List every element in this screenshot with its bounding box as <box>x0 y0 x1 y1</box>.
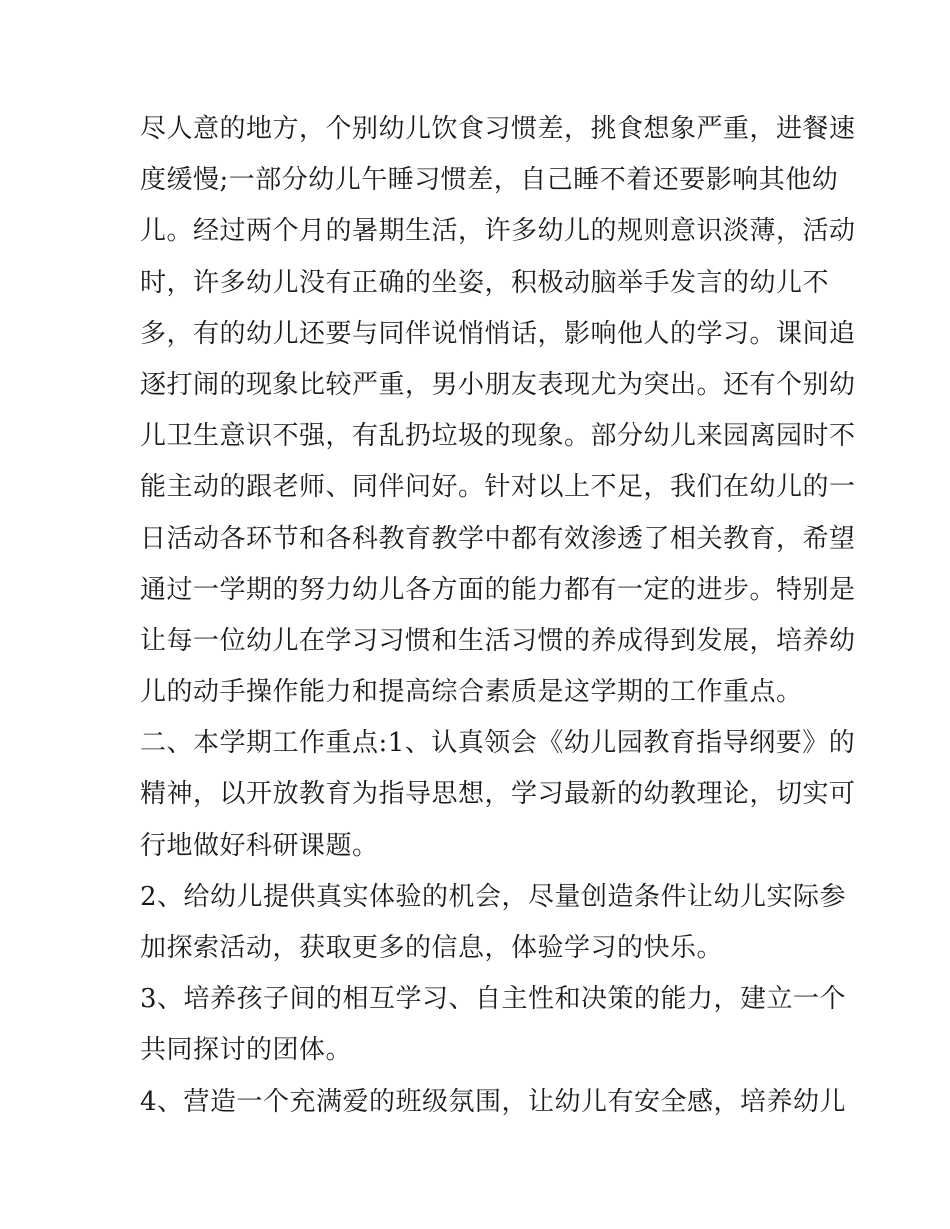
text-line: 通过一学期的努力幼儿各方面的能力都有一定的进步。特别是 <box>140 574 856 605</box>
text-line: 3、培养孩子间的相互学习、自主性和决策的能力，建立一个 <box>140 984 847 1015</box>
text-line: 让每一位幼儿在学习习惯和生活习惯的养成得到发展，培养幼 <box>140 625 856 656</box>
text-line: 逐打闹的现象比较严重，男小朋友表现尤为突出。还有个别幼 <box>140 369 856 400</box>
paragraph-item-4 <box>140 1077 847 1128</box>
text-line: 多，有的幼儿还要与同伴说悄悄话，影响他人的学习。课间追 <box>140 318 856 349</box>
text-line: 儿的动手操作能力和提高综合素质是这学期的工作重点。 <box>140 677 803 708</box>
text-line: 尽人意的地方，个别幼儿饮食习惯差，挑食想象严重，进餐速 <box>140 114 856 144</box>
paragraph-item-3 <box>140 974 847 1076</box>
paragraph-item-2 <box>140 872 847 974</box>
text-line: 共同探讨的团体。 <box>140 1035 353 1066</box>
text-line: 时，许多幼儿没有正确的坐姿，积极动脑举手发言的幼儿不 <box>140 267 830 298</box>
text-line: 行地做好科研课题。 <box>140 830 379 861</box>
text-line: 能主动的跟老师、同伴问好。针对以上不足，我们在幼儿的一 <box>140 472 856 503</box>
paragraph-section-two-heading <box>140 718 856 872</box>
text-line: 加探索活动，获取更多的信息，体验学习的快乐。 <box>140 933 724 963</box>
text-line: 精神，以开放教育为指导思想，学习最新的幼教理论，切实可 <box>140 779 856 810</box>
text-line: 4、营造一个充满爱的班级氛围，让幼儿有安全感，培养幼儿 <box>140 1086 847 1117</box>
document-body <box>140 104 856 1128</box>
text-line: 度缓慢;一部分幼儿午睡习惯差，自己睡不着还要影响其他幼 <box>140 165 839 196</box>
text-line: 儿。经过两个月的暑期生活，许多幼儿的规则意识淡薄，活动 <box>140 216 856 247</box>
text-line: 二、本学期工作重点:1、认真领会《幼儿园教育指导纲要》的 <box>140 728 856 759</box>
text-line: 日活动各环节和各科教育教学中都有效渗透了相关教育，希望 <box>140 523 856 554</box>
text-line: 儿卫生意识不强，有乱扔垃圾的现象。部分幼儿来园离园时不 <box>140 421 856 452</box>
text-line: 2、给幼儿提供真实体验的机会，尽量创造条件让幼儿实际参 <box>140 881 847 912</box>
paragraph-observations <box>140 104 856 718</box>
